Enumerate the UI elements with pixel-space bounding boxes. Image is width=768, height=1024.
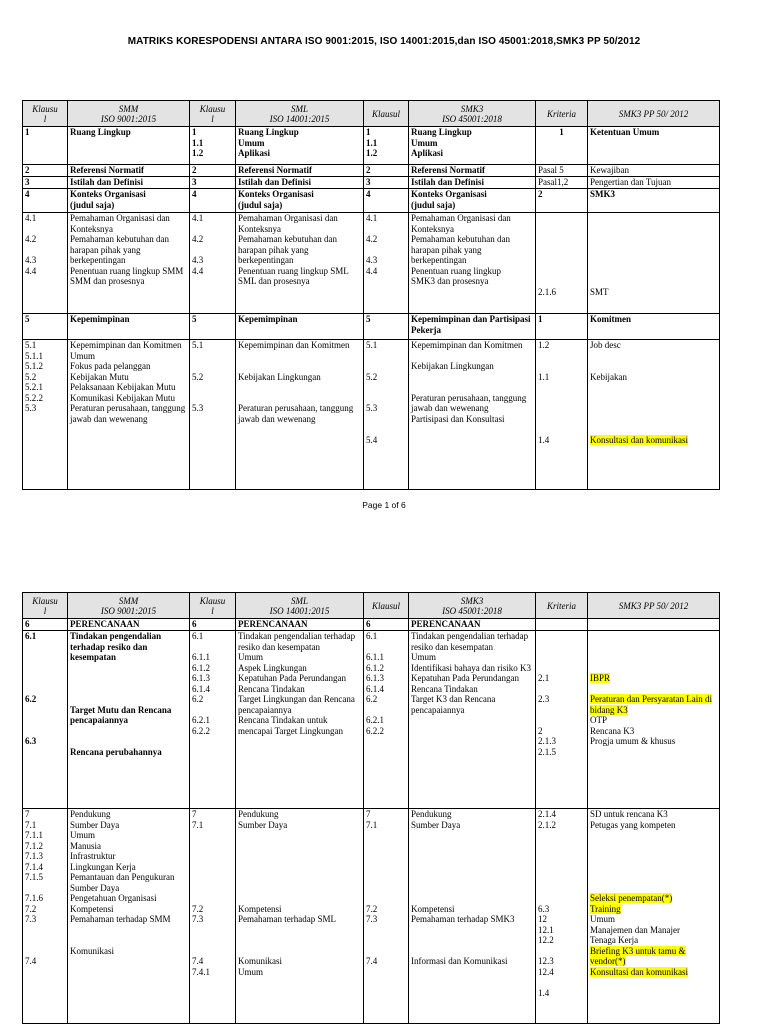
header-klausul-sml: Klausu l bbox=[190, 101, 236, 127]
cell-smm: Pemahaman Organisasi dan Konteksnya Pemahaman kebutuhan dan harapan pihak yang berkepentingan Penentuan ruang lingkup SMM SMM dan prosesnya bbox=[68, 213, 190, 314]
cell-klausul: 6.1 6.1.1 6.1.2 6.1.3 6.1.4 6.2 6.2.1 6.2.2 bbox=[190, 631, 236, 809]
document-title: MATRIKS KORESPODENSI ANTARA ISO 9001:2015, ISO 14001:2015,dan ISO 45001:2018,SMK3 PP 50/2012 bbox=[127, 36, 641, 47]
cell-kriteria: Pasal 5 bbox=[536, 165, 588, 177]
header-klausul-smk3: Klausul bbox=[364, 101, 409, 127]
cell-kriteria: 1.2 1.1 1.4 bbox=[536, 340, 588, 490]
cell-sml: Referensi Normatif bbox=[236, 165, 364, 177]
cell-pp50 bbox=[588, 809, 720, 1024]
cell-sml: Pemahaman Organisasi dan Konteksnya Pemahaman kebutuhan dan harapan pihak yang berkepentingan Penentuan ruang lingkup SML SML dan prosesnya bbox=[236, 213, 364, 314]
cell-klausul: 5.1 5.2 5.3 bbox=[190, 340, 236, 490]
cell-smk3: Kepemimpinan dan Komitmen Kebijakan Lingkungan Peraturan perusahaan, tanggung jawab dan wewenang Partisipasi dan Konsultasi bbox=[409, 340, 536, 490]
cell-pp50: Komitmen bbox=[588, 314, 720, 340]
cell-klausul: 6.1 6.1.1 6.1.2 6.1.3 6.1.4 6.2 6.2.1 6.2.2 bbox=[364, 631, 409, 809]
cell-kriteria: 2.1 2.3 2 2.1.3 2.1.5 bbox=[536, 631, 588, 809]
cell-sml: Kepemimpinan dan Komitmen Kebijakan Lingkungan Peraturan perusahaan, tanggung jawab dan wewenang bbox=[236, 340, 364, 490]
table-row bbox=[23, 127, 720, 165]
header-klausul-smk3: Klausul bbox=[364, 593, 409, 619]
pp50-text: Job desc Kebijakan bbox=[590, 340, 627, 382]
header-klausul-smm: Klausu l bbox=[23, 593, 68, 619]
cell-klausul: 4.1 4.2 4.3 4.4 bbox=[23, 213, 68, 314]
cell-pp50 bbox=[588, 340, 720, 490]
header-smk3: SMK3 ISO 45001:2018 bbox=[409, 101, 536, 127]
cell-klausul: 2 bbox=[190, 165, 236, 177]
cell-smk3: PERENCANAAN bbox=[409, 619, 536, 631]
header-pp50: SMK3 PP 50/ 2012 bbox=[588, 101, 720, 127]
cell-smk3: Referensi Normatif bbox=[409, 165, 536, 177]
header-klausul-sml: Klausu l bbox=[190, 593, 236, 619]
table-row bbox=[23, 631, 720, 809]
pp50-highlight-ibpr: IBPR bbox=[590, 673, 611, 683]
header-kriteria: Kriteria bbox=[536, 593, 588, 619]
header-kriteria: Kriteria bbox=[536, 101, 588, 127]
cell-klausul: 6 bbox=[23, 619, 68, 631]
table-header-row bbox=[23, 593, 720, 619]
cell-klausul: 4 bbox=[364, 189, 409, 213]
cell-klausul: 6 bbox=[190, 619, 236, 631]
cell-smm: Konteks Organisasi (judul saja) bbox=[68, 189, 190, 213]
table-header-row bbox=[23, 101, 720, 127]
cell-klausul: 5 bbox=[23, 314, 68, 340]
cell-klausul: 4 bbox=[190, 189, 236, 213]
cell-kriteria: 1 bbox=[536, 314, 588, 340]
cell-klausul: 4.1 4.2 4.3 4.4 bbox=[190, 213, 236, 314]
cell-pp50: SMK3 bbox=[588, 189, 720, 213]
cell-sml: PERENCANAAN bbox=[236, 619, 364, 631]
cell-smm: Ruang Lingkup bbox=[68, 127, 190, 165]
cell-sml: Kepemimpinan bbox=[236, 314, 364, 340]
cell-klausul: 7 7.1 7.1.1 7.1.2 7.1.3 7.1.4 7.1.5 7.1.6 7.2 7.3 7.4 bbox=[23, 809, 68, 1024]
cell-smm: Pendukung Sumber Daya Umum Manusia Infrastruktur Lingkungan Kerja Pemantauan dan Pengukuran Sumber Daya Pengetahuan Organisasi Kompetensi Pemahaman terhadap SMM Komunikasi bbox=[68, 809, 190, 1024]
pp50-highlight-seleksi: Seleksi penempatan(*) bbox=[590, 893, 673, 903]
correspondence-table-page1 bbox=[22, 100, 720, 490]
cell-klausul: 5 bbox=[190, 314, 236, 340]
table-row bbox=[23, 809, 720, 1024]
cell-smk3: Pemahaman Organisasi dan Konteksnya Pemahaman kebutuhan dan harapan pihak yang berkepentingan Penentuan ruang lingkup SMK3 dan prosesnya bbox=[409, 213, 536, 314]
header-sml: SML ISO 14001:2015 bbox=[236, 101, 364, 127]
cell-klausul: 2 bbox=[364, 165, 409, 177]
table-row bbox=[23, 340, 720, 490]
smm-heading: Tindakan pengendalian terhadap resiko dan kesempatan Target Mutu dan Rencana pencapaiannya Rencana perubahannya bbox=[70, 631, 172, 757]
cell-klausul: 7 7.1 7.2 7.3 7.4 7.4.1 bbox=[190, 809, 236, 1024]
cell-klausul: 4 bbox=[23, 189, 68, 213]
cell-kriteria: 2.1.6 bbox=[536, 213, 588, 314]
cell-klausul: 5.1 5.1.1 5.1.2 5.2 5.2.1 5.2.2 5.3 bbox=[23, 340, 68, 490]
cell-klausul: 6 bbox=[364, 619, 409, 631]
cell-smm: Referensi Normatif bbox=[68, 165, 190, 177]
cell-klausul: 4.1 4.2 4.3 4.4 bbox=[364, 213, 409, 314]
cell-klausul: 7 7.1 7.2 7.3 7.4 bbox=[364, 809, 409, 1024]
cell-smk3: Tindakan pengendalian terhadap resiko dan kesempatan Umum Identifikasi bahaya dan risiko K3 Kepatuhan Pada Perundangan Rencana Tindakan Target K3 dan Rencana pencapaiannya bbox=[409, 631, 536, 809]
table-row bbox=[23, 165, 720, 177]
cell-smm: PERENCANAAN bbox=[68, 619, 190, 631]
cell-pp50: Pengertian dan Tujuan bbox=[588, 177, 720, 189]
header-pp50: SMK3 PP 50/ 2012 bbox=[588, 593, 720, 619]
table-row bbox=[23, 314, 720, 340]
cell-klausul: 3 bbox=[190, 177, 236, 189]
cell-smk3: Pendukung Sumber Daya Kompetensi Pemahaman terhadap SMK3 Informasi dan Komunikasi bbox=[409, 809, 536, 1024]
pp50-highlight: Konsultasi dan komunikasi bbox=[590, 434, 688, 445]
cell-smm: Istilah dan Definisi bbox=[68, 177, 190, 189]
cell-smm: Kepemimpinan bbox=[68, 314, 190, 340]
header-klausul-smm: Klausu l bbox=[23, 101, 68, 127]
cell-klausul: 5.1 5.2 5.3 5.4 bbox=[364, 340, 409, 490]
cell-klausul: 1 bbox=[23, 127, 68, 165]
table-row bbox=[23, 619, 720, 631]
cell-klausul: 2 bbox=[23, 165, 68, 177]
cell-klausul: 3 bbox=[364, 177, 409, 189]
cell-smk3: Ruang Lingkup Umum Aplikasi bbox=[409, 127, 536, 165]
cell-smm: Kepemimpinan dan Komitmen Umum Fokus pada pelanggan Kebijakan Mutu Pelaksanaan Kebijakan Mutu Komunikasi Kebijakan Mutu Peraturan perusahaan, tanggung jawab dan wewenang bbox=[68, 340, 190, 490]
correspondence-table-page2 bbox=[22, 592, 720, 1024]
table-row bbox=[23, 213, 720, 314]
cell-sml: Istilah dan Definisi bbox=[236, 177, 364, 189]
header-smm: SMM ISO 9001:2015 bbox=[68, 101, 190, 127]
pp50-text: Umum Manajemen dan Manajer Tenaga Kerja bbox=[590, 914, 680, 945]
table-row bbox=[23, 177, 720, 189]
cell-sml: Ruang Lingkup Umum Aplikasi bbox=[236, 127, 364, 165]
cell-sml: Tindakan pengendalian terhadap resiko dan kesempatan Umum Aspek Lingkungan Kepatuhan Pada Perundangan Rencana Tindakan Target Lingkungan dan Rencana pencapaiannya Rencana Tindakan untuk mencapai Target Lingkungan bbox=[236, 631, 364, 809]
header-smm: SMM ISO 9001:2015 bbox=[68, 593, 190, 619]
pp50-highlight-briefing: Briefing K3 untuk tamu & vendor(*) bbox=[590, 945, 686, 966]
cell-klausul: 1 1.1 1.2 bbox=[364, 127, 409, 165]
pp50-highlight-peraturan: Peraturan dan Persyaratan Lain di bidang K3 bbox=[590, 694, 712, 715]
cell-kriteria: 2 bbox=[536, 189, 588, 213]
pp50-highlight-training: Training bbox=[590, 903, 621, 914]
cell-smm bbox=[68, 631, 190, 809]
cell-pp50: Ketentuan Umum bbox=[588, 127, 720, 165]
cell-kriteria: Pasal1,2 bbox=[536, 177, 588, 189]
page-number: Page 1 of 6 bbox=[362, 500, 406, 510]
cell-pp50 bbox=[588, 631, 720, 809]
pp50-highlight-konsultasi: Konsultasi dan komunikasi bbox=[590, 966, 688, 977]
cell-klausul: 3 bbox=[23, 177, 68, 189]
cell-pp50: SMT bbox=[588, 213, 720, 314]
cell-klausul: 6.1 6.2 6.3 bbox=[23, 631, 68, 809]
cell-klausul: 1 1.1 1.2 bbox=[190, 127, 236, 165]
cell-smk3: Istilah dan Definisi bbox=[409, 177, 536, 189]
header-smk3: SMK3 ISO 45001:2018 bbox=[409, 593, 536, 619]
cell-smk3: Kepemimpinan dan Partisipasi Pekerja bbox=[409, 314, 536, 340]
cell-pp50 bbox=[588, 619, 720, 631]
cell-sml: Konteks Organisasi (judul saja) bbox=[236, 189, 364, 213]
pp50-text: OTP Rencana K3 Progja umum & khusus bbox=[590, 715, 676, 746]
cell-sml: Pendukung Sumber Daya Kompetensi Pemahaman terhadap SML Komunikasi Umum bbox=[236, 809, 364, 1024]
cell-kriteria: 1 bbox=[536, 127, 588, 165]
table-row bbox=[23, 189, 720, 213]
cell-smk3: Konteks Organisasi (judul saja) bbox=[409, 189, 536, 213]
pp50-text: SD untuk rencana K3 Petugas yang kompeten bbox=[590, 809, 676, 830]
cell-kriteria bbox=[536, 619, 588, 631]
cell-pp50: Kewajiban bbox=[588, 165, 720, 177]
cell-kriteria: 2.1.4 2.1.2 6.3 12 12.1 12.2 12.3 12.4 1.4 bbox=[536, 809, 588, 1024]
cell-klausul: 5 bbox=[364, 314, 409, 340]
header-sml: SML ISO 14001:2015 bbox=[236, 593, 364, 619]
